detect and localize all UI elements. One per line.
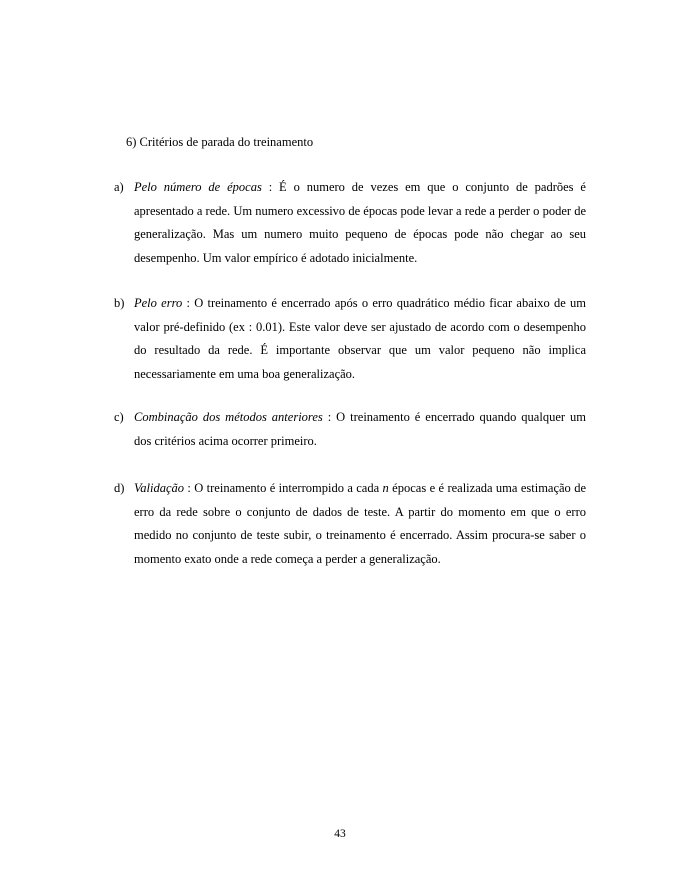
- list-item-term: Validação: [134, 481, 184, 495]
- page-number: 43: [334, 828, 346, 840]
- list-item-combination: [114, 406, 586, 453]
- list-marker: d): [114, 481, 125, 495]
- list-item-epochs: [114, 176, 586, 270]
- list-item-text: : O treinamento é interrompido a cada: [184, 481, 383, 495]
- list-item-text: épocas e é realizada uma estimação de erro da rede sobre o conjunto de dados de teste. A partir do momento em que o erro medido no conjunto de teste subir, o treinamento é encerrado. Assim procura-se saber o momento exato onde a rede começa a perder a generalização.: [134, 481, 586, 566]
- section-title: 6) Critérios de parada do treinamento: [126, 135, 314, 149]
- list-item-term: Combinação dos métodos anteriores: [134, 410, 323, 424]
- list-item-text: : O treinamento é encerrado após o erro quadrático médio ficar abaixo de um valor pré-definido (ex : 0.01). Este valor deve ser ajustado de acordo com o desempenho do resultado da rede. É importante observar que um valor pequeno não implica necessariamente em uma boa generalização.: [134, 296, 586, 381]
- list-marker: b): [114, 296, 125, 310]
- list-item-term: Pelo erro: [134, 296, 183, 310]
- list-item-validation: [114, 477, 586, 571]
- list-item-variable: n: [382, 481, 389, 495]
- list-item-term: Pelo número de épocas: [134, 180, 262, 194]
- list-item-text: : É o numero de vezes em que o conjunto de padrões é apresentado a rede. Um numero excessivo de épocas pode levar a rede a perder o poder de generalização. Mas um numero muito pequeno de épocas pode não chegar ao seu desempenho. Um valor empírico é adotado inicialmente.: [134, 180, 586, 265]
- list-marker: a): [114, 180, 124, 194]
- list-marker: c): [114, 410, 124, 424]
- list-item-body: [134, 292, 586, 386]
- list-item-body: [134, 406, 586, 453]
- list-item-body: [134, 477, 586, 571]
- list-item-body: [134, 176, 586, 270]
- list-item-text: : O treinamento é encerrado quando qualquer um dos critérios acima ocorrer primeiro.: [134, 410, 586, 448]
- list-item-error: [114, 292, 586, 386]
